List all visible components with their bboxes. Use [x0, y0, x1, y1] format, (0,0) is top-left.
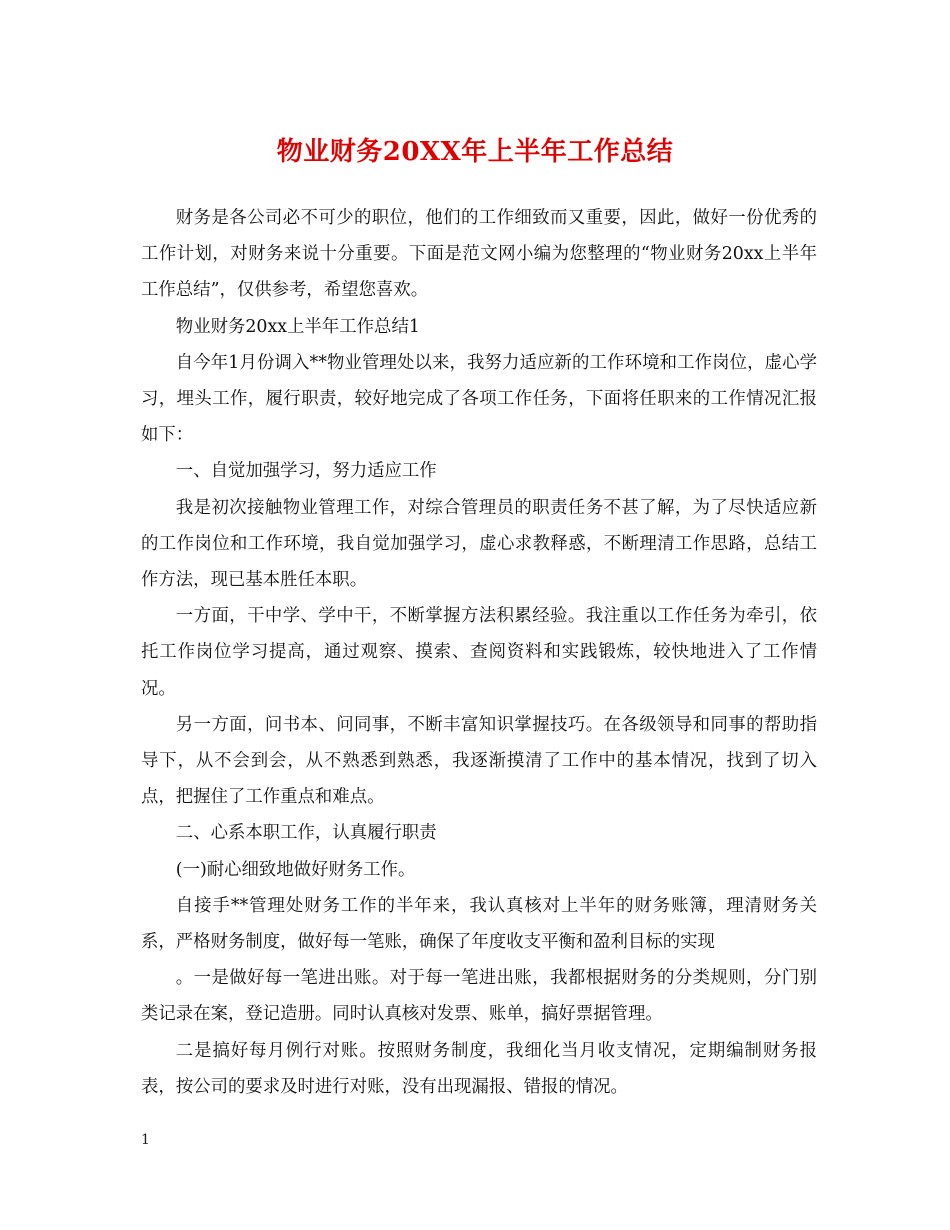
- paragraph-accounts: 。一是做好每一笔进出账。对于每一笔进出账，我都根据财务的分类规则，分门别类记录在案，登记造册。同时认真核对发票、账单，搞好票据管理。: [141, 968, 817, 1025]
- paragraph-one-aspect: 一方面，干中学、学中干，不断掌握方法积累经验。我注重以工作任务为牵引，依托工作岗位学习提高，通过观察、摸索、查阅资料和实践锻炼，较快地进入了工作情况。: [141, 606, 817, 699]
- document-body: [141, 200, 817, 1105]
- section-heading-2: 二、心系本职工作，认真履行职责: [175, 823, 437, 844]
- paragraph-opening: 自今年1月份调入**物业管理处以来，我努力适应新的工作环境和工作岗位，虚心学习，埋头工作，履行职责，较好地完成了各项工作任务，下面将任职来的工作情况汇报如下：: [141, 352, 817, 446]
- subsection-heading-1: (一)耐心细致地做好财务工作。: [175, 859, 416, 880]
- paragraph-other-aspect: 另一方面，问书本、问同事，不断丰富知识掌握技巧。在各级领导和同事的帮助指导下，从不会到会，从不熟悉到熟悉，我逐渐摸清了工作中的基本情况，找到了切入点，把握住了工作重点和难点。: [141, 714, 817, 808]
- paragraph-monthly-check: 二是搞好每月例行对账。按照财务制度，我细化当月收支情况，定期编制财务报表，按公司的要求及时进行对账，没有出现漏报、错报的情况。: [141, 1040, 817, 1097]
- paragraph-learning: 我是初次接触物业管理工作，对综合管理员的职责任务不甚了解，为了尽快适应新的工作岗位和工作环境，我自觉加强学习，虚心求教释惑，不断理清工作思路，总结工作方法，现已基本胜任本职。: [141, 497, 817, 591]
- section-heading-1: 一、自觉加强学习，努力适应工作: [175, 461, 437, 482]
- page-number: 1: [141, 1132, 150, 1148]
- paragraph-finance-work: 自接手**管理处财务工作的半年来，我认真核对上半年的财务账簿，理清财务关系，严格财务制度，做好每一笔账，确保了年度收支平衡和盈利目标的实现: [141, 895, 817, 953]
- section-heading-summary-1: 物业财务20xx上半年工作总结1: [175, 316, 420, 337]
- paragraph-intro: 财务是各公司必不可少的职位，他们的工作细致而又重要，因此，做好一份优秀的工作计划，对财务来说十分重要。下面是范文网小编为您整理的“物业财务20xx上半年工作总结”，仅供参考，希望您喜欢。: [141, 208, 817, 301]
- document-title: 物业财务20XX年上半年工作总结: [276, 137, 674, 167]
